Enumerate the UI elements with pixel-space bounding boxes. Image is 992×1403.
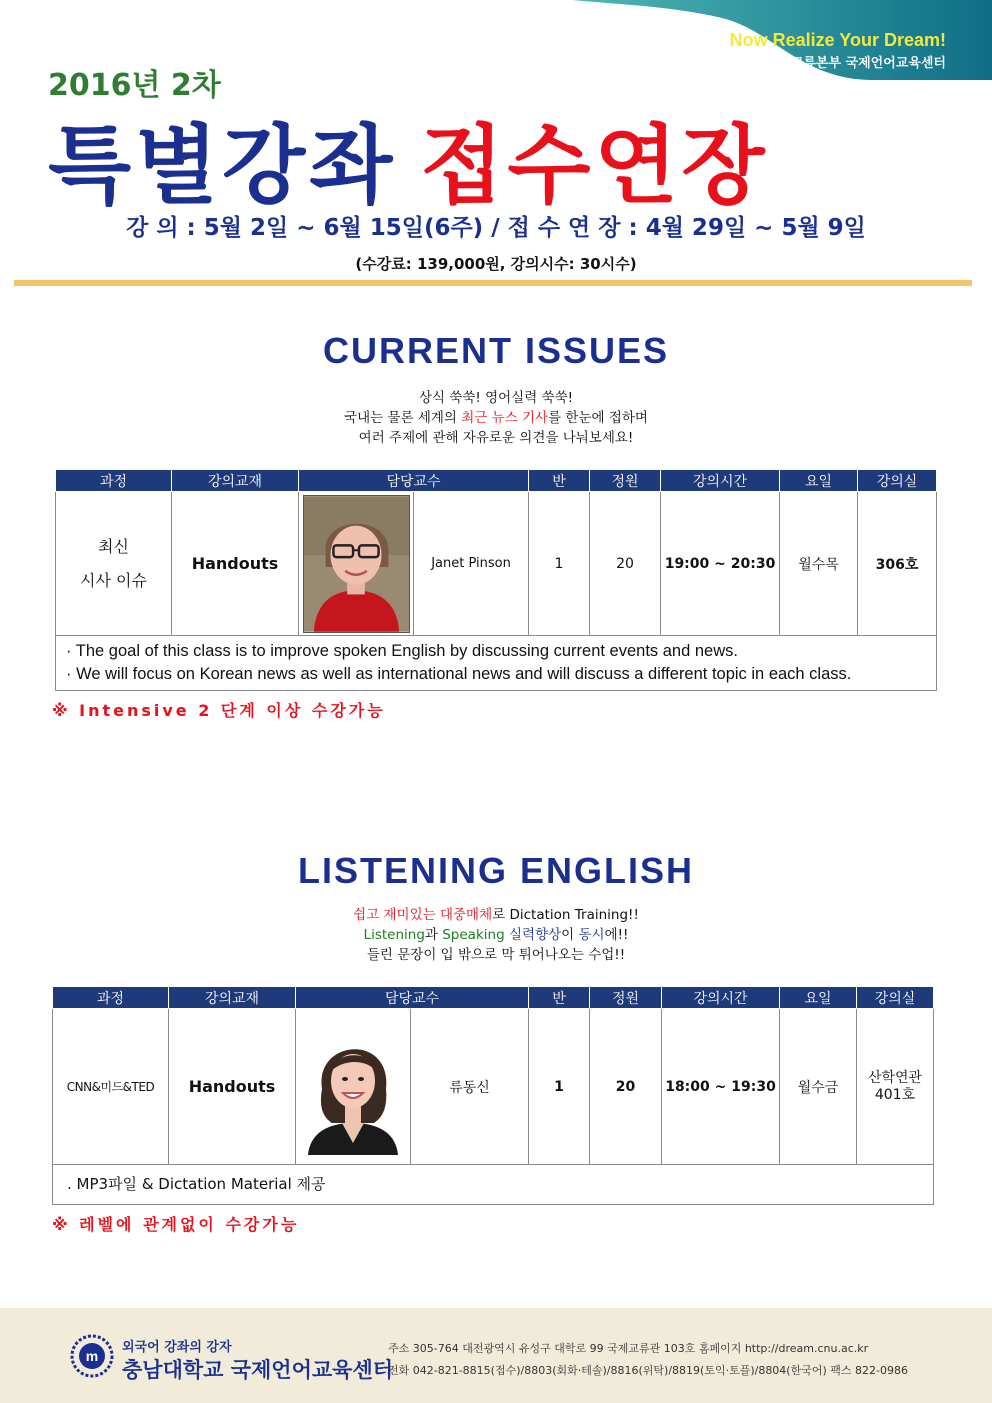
intro-line xyxy=(0,905,992,925)
professor-photo xyxy=(308,1019,398,1155)
intro-line: 여러 주제에 관해 자유로운 의견을 나눠보세요! xyxy=(358,430,634,446)
table-header-row xyxy=(56,470,937,492)
course-name-cell xyxy=(56,492,172,636)
classroom: 306호 xyxy=(858,492,937,636)
header-textbook: 강의교재 xyxy=(172,470,299,492)
section-title-current-issues: CURRENT ISSUES xyxy=(322,330,670,371)
header-class: 반 xyxy=(529,987,590,1009)
university-seal-icon xyxy=(70,1334,114,1378)
footer-university: 충남대학교 국제언어교육센터 xyxy=(122,1358,394,1382)
header-professor: 담당교수 xyxy=(299,470,529,492)
schedule-line: 강 의 : 5월 2일 ~ 6월 15일(6주) / 접 수 연 장 : 4월 29일 ~ 5월 9일 xyxy=(126,215,866,241)
listening-english-table xyxy=(52,986,934,1205)
capacity: 20 xyxy=(590,492,661,636)
intro-highlight: Speaking xyxy=(442,927,505,943)
capacity: 20 xyxy=(590,1009,662,1165)
classroom xyxy=(857,1009,934,1165)
eligibility-note: ※ Intensive 2 단계 이상 수강가능 xyxy=(52,701,386,720)
intro-text: 이 xyxy=(561,927,579,943)
footer xyxy=(0,1308,992,1403)
class-number: 1 xyxy=(529,1009,590,1165)
title-special-lecture: 특별강좌 xyxy=(48,116,397,216)
textbook-cell: Handouts xyxy=(169,1009,296,1165)
edition-label: 2016년 2차 xyxy=(48,68,221,103)
footer-phones: 전화 042-821-8815(접수)/8803(회화·테솔)/8816(위탁)/8819(토익·토플)/8804(한국어) 팩스 822-0986 xyxy=(388,1364,908,1377)
header-capacity: 정원 xyxy=(590,470,661,492)
intro-text: 과 xyxy=(424,927,443,943)
table-row xyxy=(53,1009,934,1165)
header-professor: 담당교수 xyxy=(296,987,529,1009)
intro-highlight: 쉽고 재미있는 xyxy=(353,907,440,923)
section-title-listening-english: LISTENING ENGLISH xyxy=(297,850,695,891)
header-time: 강의시간 xyxy=(662,987,780,1009)
title-extension: 접수연장 xyxy=(420,116,769,216)
footer-tagline: 외국어 강좌의 강자 xyxy=(122,1340,232,1355)
course-name: 시사 이슈 xyxy=(80,570,147,590)
description-line: · The goal of this class is to improve spoken English by discussing current events and news. xyxy=(66,642,738,660)
intro-highlight: 동시 xyxy=(578,927,605,943)
center-name: 국제교류본부 국제언어교육센터 xyxy=(765,56,946,71)
fee-line: (수강료: 139,000원, 강의시수: 30시수) xyxy=(355,255,637,273)
table-row xyxy=(53,1165,934,1205)
intro-highlight: Listening xyxy=(363,927,425,943)
intro-text: 에!! xyxy=(604,927,629,943)
header-time: 강의시간 xyxy=(661,470,780,492)
course-description: . MP3파일 & Dictation Material 제공 xyxy=(53,1165,934,1205)
intro-line xyxy=(0,408,992,428)
header-room: 강의실 xyxy=(857,987,934,1009)
header-capacity: 정원 xyxy=(590,987,662,1009)
intro-line xyxy=(0,925,992,945)
header-days: 요일 xyxy=(780,987,857,1009)
classroom-line: 401호 xyxy=(874,1086,916,1103)
professor-photo xyxy=(303,495,410,633)
table-row xyxy=(56,636,937,691)
slogan: Now Realize Your Dream! xyxy=(729,30,946,50)
header-course: 과정 xyxy=(53,987,169,1009)
intro-text: 를 한눈에 접하며 xyxy=(548,410,648,426)
professor-photo-cell xyxy=(299,492,414,636)
professor-photo-cell xyxy=(296,1009,411,1165)
textbook-cell: Handouts xyxy=(172,492,299,636)
current-issues-table xyxy=(55,469,937,691)
header-textbook: 강의교재 xyxy=(169,987,296,1009)
class-days: 월수금 xyxy=(780,1009,857,1165)
class-time: 18:00 ~ 19:30 xyxy=(662,1009,780,1165)
svg-text:m: m xyxy=(85,1348,99,1364)
main-title xyxy=(48,96,769,220)
class-number: 1 xyxy=(529,492,590,636)
intro-highlight: 실력향상 xyxy=(504,927,562,943)
header-room: 강의실 xyxy=(858,470,937,492)
intro-text: 로 Dictation Training!! xyxy=(492,907,639,923)
table-header-row xyxy=(53,987,934,1009)
eligibility-note: ※ 레벨에 관계없이 수강가능 xyxy=(52,1215,300,1234)
class-time: 19:00 ~ 20:30 xyxy=(661,492,780,636)
course-name: CNN&미드&TED xyxy=(53,1009,169,1165)
classroom-line: 산학연관 xyxy=(867,1069,923,1086)
professor-name: 류동신 xyxy=(411,1009,529,1165)
top-banner xyxy=(572,0,992,80)
footer-address: 주소 305-764 대전광역시 유성구 대학로 99 국제교류관 103호 홈페이지 http://dream.cnu.ac.kr xyxy=(388,1342,869,1355)
intro-highlight: 최근 뉴스 기사 xyxy=(461,410,549,426)
intro-highlight: 대중매체 xyxy=(439,907,493,923)
table-row xyxy=(56,492,937,636)
course-description xyxy=(56,636,937,691)
class-days: 월수목 xyxy=(780,492,858,636)
divider xyxy=(14,280,972,286)
header-days: 요일 xyxy=(780,470,858,492)
description-line: · We will focus on Korean news as well as international news and will discuss a different topic in each class. xyxy=(66,665,852,683)
professor-name: Janet Pinson xyxy=(414,492,529,636)
listening-intro xyxy=(0,905,992,965)
intro-line: 상식 쑥쑥! 영어실력 쑥쑥! xyxy=(418,390,574,406)
header-class: 반 xyxy=(529,470,590,492)
intro-text: 국내는 물론 세계의 xyxy=(344,410,462,426)
current-issues-intro xyxy=(0,388,992,448)
header-course: 과정 xyxy=(56,470,172,492)
intro-line: 들린 문장이 입 밖으로 막 튀어나오는 수업!! xyxy=(366,947,626,963)
course-name: 최신 xyxy=(98,536,129,556)
